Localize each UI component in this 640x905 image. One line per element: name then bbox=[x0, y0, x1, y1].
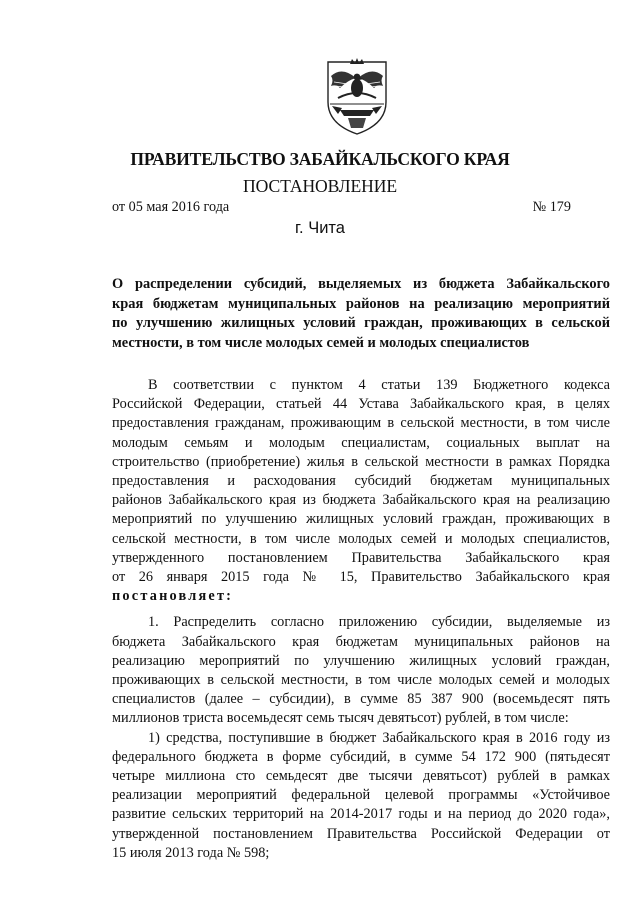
preamble-paragraph bbox=[112, 376, 610, 606]
document-city: г. Чита bbox=[295, 219, 345, 237]
document-date: от 05 мая 2016 года bbox=[112, 199, 230, 215]
preamble-line: предоставления и расходования субсидий бюджетам муниципальных bbox=[112, 473, 610, 490]
preamble-line: мероприятий по улучшению жилищных условий граждан, проживающих в bbox=[112, 511, 610, 528]
preamble-line: В соответствии с пунктом 4 статьи 139 Бюджетного кодекса bbox=[148, 377, 610, 393]
document-number: № 179 bbox=[532, 199, 571, 215]
item-1-line: специалистов (далее – субсидии), в сумме 85 387 900 (восемьдесят пять bbox=[112, 691, 610, 708]
preamble-line: районов Забайкальского края из бюджета Забайкальского края на реализацию bbox=[112, 492, 610, 509]
item-1-line: бюджета Забайкальского края бюджетам муниципальных районов на bbox=[112, 633, 610, 650]
subject-line: О распределении субсидий, выделяемых из бюджета Забайкальского bbox=[112, 276, 610, 292]
subitem-1-line: 1) средства, поступившие в бюджет Забайкальского края в 2016 году из bbox=[148, 729, 610, 746]
government-title: ПРАВИТЕЛЬСТВО ЗАБАЙКАЛЬСКОГО КРАЯ bbox=[130, 149, 510, 169]
document-body bbox=[112, 376, 610, 863]
subitem-1-line: федерального бюджета в форме субсидий, в сумме 54 172 900 (пятьдесят bbox=[112, 748, 610, 765]
preamble-line: от 26 января 2015 года № 15, Правительство Забайкальского края bbox=[112, 569, 610, 586]
subitem-1-line: развитие сельских территорий на 2014-2017 годы и на период до 2020 года», bbox=[112, 806, 610, 823]
coat-of-arms-emblem-icon bbox=[318, 58, 396, 138]
subject-line: местности, в том числе молодых семей и молодых специалистов bbox=[112, 334, 530, 351]
document-type-title: ПОСТАНОВЛЕНИЕ bbox=[243, 176, 397, 196]
resolves-word: постановляет: bbox=[112, 588, 234, 605]
item-1-line: миллионов триста восемьдесят семь тысяч девятьсот) рублей, в том числе: bbox=[112, 710, 569, 727]
item-1-line: реализацию мероприятий по улучшению жилищных условий граждан, bbox=[112, 652, 610, 669]
subitem-1-line: четыре миллиона сто семьдесят две тысячи девятьсот) рублей в рамках bbox=[112, 768, 610, 785]
subitem-1-paragraph bbox=[112, 729, 610, 863]
document-subject bbox=[112, 275, 610, 353]
subitem-1-line: реализации мероприятий федеральной целевой программы «Устойчивое bbox=[112, 787, 610, 804]
preamble-line: молодым семьям и молодым специалистам, социальных выплат на bbox=[112, 434, 610, 451]
subject-line: по улучшению жилищных условий граждан, проживающих в сельской bbox=[112, 315, 610, 332]
subject-line: края бюджетам муниципальных районов на реализацию мероприятий bbox=[112, 295, 610, 312]
subitem-1-line: 15 июля 2013 года № 598; bbox=[112, 844, 270, 861]
preamble-line: Российской Федерации, статьей 44 Устава Забайкальского края, в целях bbox=[112, 396, 610, 413]
item-1-line: 1. Распределить согласно приложению субсидии, выделяемые из bbox=[148, 614, 610, 631]
preamble-line: сельской местности, в том числе молодых семей и молодых специалистов, bbox=[112, 530, 610, 547]
item-1-line: проживающих в сельской местности, в том числе молодых семей и молодых bbox=[112, 672, 610, 689]
preamble-line: утвержденного постановлением Правительства Забайкальского края bbox=[112, 549, 610, 566]
preamble-line: предоставления гражданам, проживающим в сельской местности, в том числе bbox=[112, 415, 610, 432]
subitem-1-line: утвержденной постановлением Правительства Российской Федерации от bbox=[112, 825, 610, 842]
item-1-paragraph bbox=[112, 613, 610, 728]
preamble-line: строительство (приобретение) жилья в сельской местности в рамках Порядка bbox=[112, 453, 610, 470]
